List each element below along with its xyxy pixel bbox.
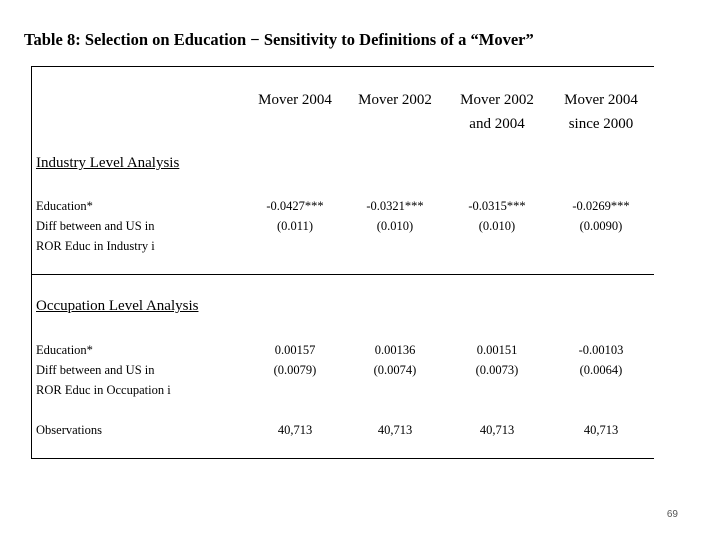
table-top-rule — [31, 66, 654, 67]
occupation-cell-col4: -0.00103 (0.0064) — [578, 343, 624, 377]
industry-cell-col3: -0.0315*** (0.010) — [468, 199, 526, 233]
occupation-cell-col1: 0.00157 (0.0079) — [273, 343, 317, 377]
observations-col1: 40,713 — [277, 423, 313, 437]
column-header-mover-2004-since-2000: Mover 2004 since 2000 — [564, 92, 638, 132]
occupation-section-heading: Occupation Level Analysis — [36, 298, 199, 314]
occupation-cell-col3: 0.00151 (0.0073) — [475, 343, 519, 377]
observations-col3: 40,713 — [479, 423, 515, 437]
observations-col2: 40,713 — [377, 423, 413, 437]
table-left-border — [31, 66, 32, 458]
observations-col4: 40,713 — [583, 423, 619, 437]
industry-cell-col2: -0.0321*** (0.010) — [366, 199, 424, 233]
page-number: 69 — [666, 509, 678, 520]
section-divider-rule — [31, 274, 654, 275]
column-header-mover-2004: Mover 2004 — [258, 92, 332, 108]
table-title: Table 8: Selection on Education − Sensitivity to Definitions of a “Mover” — [24, 30, 534, 49]
column-header-mover-2002-and-2004: Mover 2002 and 2004 — [460, 92, 534, 132]
table-bottom-rule — [31, 458, 654, 459]
observations-label: Observations — [36, 423, 102, 437]
industry-section-heading: Industry Level Analysis — [36, 155, 180, 171]
industry-cell-col1: -0.0427*** (0.011) — [266, 199, 324, 233]
occupation-cell-col2: 0.00136 (0.0074) — [373, 343, 417, 377]
column-header-mover-2002: Mover 2002 — [358, 92, 432, 108]
occupation-row-label: Education* Diff between and US in ROR Educ in Occupation i — [36, 343, 171, 397]
industry-cell-col4: -0.0269*** (0.0090) — [572, 199, 630, 233]
industry-row-label: Education* Diff between and US in ROR Educ in Industry i — [36, 199, 155, 253]
